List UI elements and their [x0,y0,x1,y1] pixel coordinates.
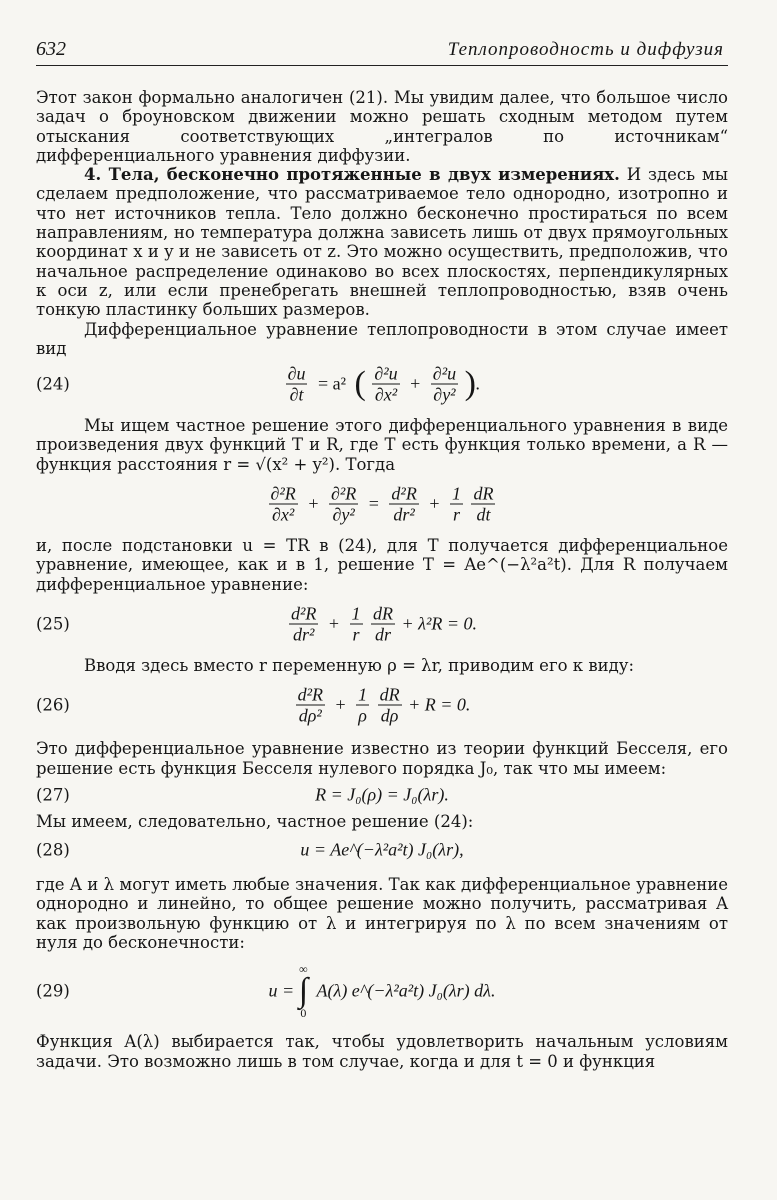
section-body: И здесь мы сделаем предположение, что рассматриваемое тело однородно, изотропно и что нет источников тепла. Тело должно бесконечно простираться по всем направлениям, но температура должна зависеть лишь от двух прямоугольных координат x и y и не зависеть от z. Это можно осуществить, предположив, что начальное распределение одинаково во всех плоскостях, перпендикулярных к оси z, или если пренебрегать внешней теплопроводностью, взяв очень тонкую пластинку больших размеров. [36,165,728,320]
running-title: Теплопроводность и диффузия [447,39,724,60]
equation-25: (25) $\frac{\text{d²R}}{\text{dr²}}$ + $\frac{1}{r}$ $\frac{dR}{dr}$ + λ²R = 0. [36,603,478,645]
eq24-lhs-den: ∂t [289,384,304,405]
paragraph-1: Этот закон формально аналогичен (21). Мы увидим далее, что большое число задач о броуновском движении можно решать сходным методом путем отыскания соответствующих „интегралов по источникам“ дифференциального уравнения диффузии. [36,88,728,165]
eq29-integrand: A(λ) e^(−λ²a²t) J₀(λr) dλ. [316,980,496,1001]
paragraph-4: Мы ищем частное решение этого дифференциального уравнения в виде произведения двух функций T и R, где T есть функция только времени, а R — функция расстояния r = √(x² + y²). Тогда [36,416,728,474]
integral-sign: ∞ ∫ 0 [298,962,309,1021]
eq24-coef: = a² [317,373,347,394]
page-header [36,38,728,66]
equation-number: (24) [36,374,70,394]
lap-t2-num: ∂²R [330,483,357,504]
eq25-t3-den: dr [375,624,392,645]
equation-28 [36,831,728,869]
equation-laplacian: $\frac{\text{∂²R}}{\text{∂x²}}$ + $\frac{\text{∂²R}}{\text{∂y²}}$ = $\frac{\text{d²R}}{\text{dr²}}$ + $\frac{1}{r}$ $\frac{dR}{dt}$ [270,483,494,525]
eq25-tail: + λ²R = 0. [401,613,478,634]
eq26-t1-num: d²R [297,684,323,705]
equation-number: (25) [36,614,70,634]
lap-t1-num: ∂²R [270,483,296,504]
lap-t3-num: d²R [391,483,417,504]
equation-number: (28) [36,840,70,860]
paragraph-3: Дифференциальное уравнение теплопроводности в этом случае имеет вид [36,319,728,358]
paragraph-7: Это дифференциальное уравнение известно из теории функций Бесселя, его решение есть функция Бесселя нулевого порядка J₀, так что мы имеем: [36,739,728,778]
lap-t5-den: dt [476,504,491,525]
eq28-body: u = Ae^(−λ²a²t) J₀(λr), [300,839,464,860]
eq24-t2-den: ∂y² [433,384,456,405]
eq24-t1-den: ∂x² [374,384,398,405]
paragraph-6: Вводя здесь вместо r переменную ρ = λr, приводим его к виду: [84,655,635,675]
equation-24: (24) $\frac{\partial u}{\partial t}$ = a² ( $\frac{\text{∂²u}}{\text{∂x²}}$ + $\frac{\text{∂²u}}{\text{∂y²}}$ ). [36,363,481,405]
paragraph-section-4 [36,165,728,319]
eq25-t1-den: dr² [292,624,315,645]
equation-number: (27) [36,785,70,805]
eq25-t2-num: 1 [351,603,361,624]
lap-t2-den: ∂y² [332,504,355,525]
eq24-lhs-num: ∂u [287,363,306,384]
lap-t4-num: 1 [451,483,461,504]
eq26-t2-den: ρ [358,705,367,726]
lap-t5-num: dR [473,483,494,504]
paragraph-10: Функция A(λ) выбирается так, чтобы удовлетворить начальным условиям задачи. Это возможно лишь в том случае, когда и для t = 0 и функция [36,1032,728,1071]
lap-t3-den: dr² [393,504,415,525]
lap-t4-den: r [452,504,460,525]
eq24-t1-num: ∂²u [374,363,398,384]
eq25-t1-num: d²R [290,603,317,624]
eq26-t3-num: dR [379,684,400,705]
eq24-t2-num: ∂²u [432,363,457,384]
equation-29 [36,960,728,1022]
integral-upper: ∞ [299,962,308,977]
eq26-tail: + R = 0. [408,694,471,715]
section-heading: 4. Тела, бесконечно протяженные в двух измерениях. [84,165,620,185]
eq25-t3-num: dR [373,603,394,624]
paragraph-5: и, после подстановки u = TR в (24), для T получается дифференциальное уравнение, имеющее, как и в 1, решение T = Ae^(−λ²a²t). Для R получаем дифференциальное уравнение: [36,536,728,594]
equation-26: (26) $\frac{\text{d²R}}{\text{dρ²}}$ + $\frac{1}{\rho}$ $\frac{dR}{d\rho}$ + R = 0. [36,684,471,726]
paragraph-8: Мы имеем, следовательно, частное решение (24): [36,811,474,831]
equation-number: (26) [36,695,70,715]
eq26-t3-den: dρ [380,705,399,726]
equation-number: (29) [36,981,70,1001]
eq26-t2-num: 1 [358,684,368,705]
paragraph-9: где A и λ могут иметь любые значения. Так как дифференциальное уравнение однородно и линейно, то общее решение можно получить, рассматривая A как произвольную функцию от λ и интегрируя по λ по всем значениям от нуля до бесконечности: [36,875,728,953]
lap-t1-den: ∂x² [272,504,295,525]
eq26-t1-den: dρ² [298,705,322,726]
eq27-body: R = J₀(ρ) = J₀(λr). [315,784,449,805]
eq25-t2-den: r [352,624,360,645]
book-page [36,38,728,1071]
page-number: 632 [36,38,66,60]
eq24-tail: . [475,373,481,394]
integral-lower: 0 [300,1006,307,1021]
equation-27 [36,778,728,812]
eq29-lhs: u = [268,980,295,1001]
